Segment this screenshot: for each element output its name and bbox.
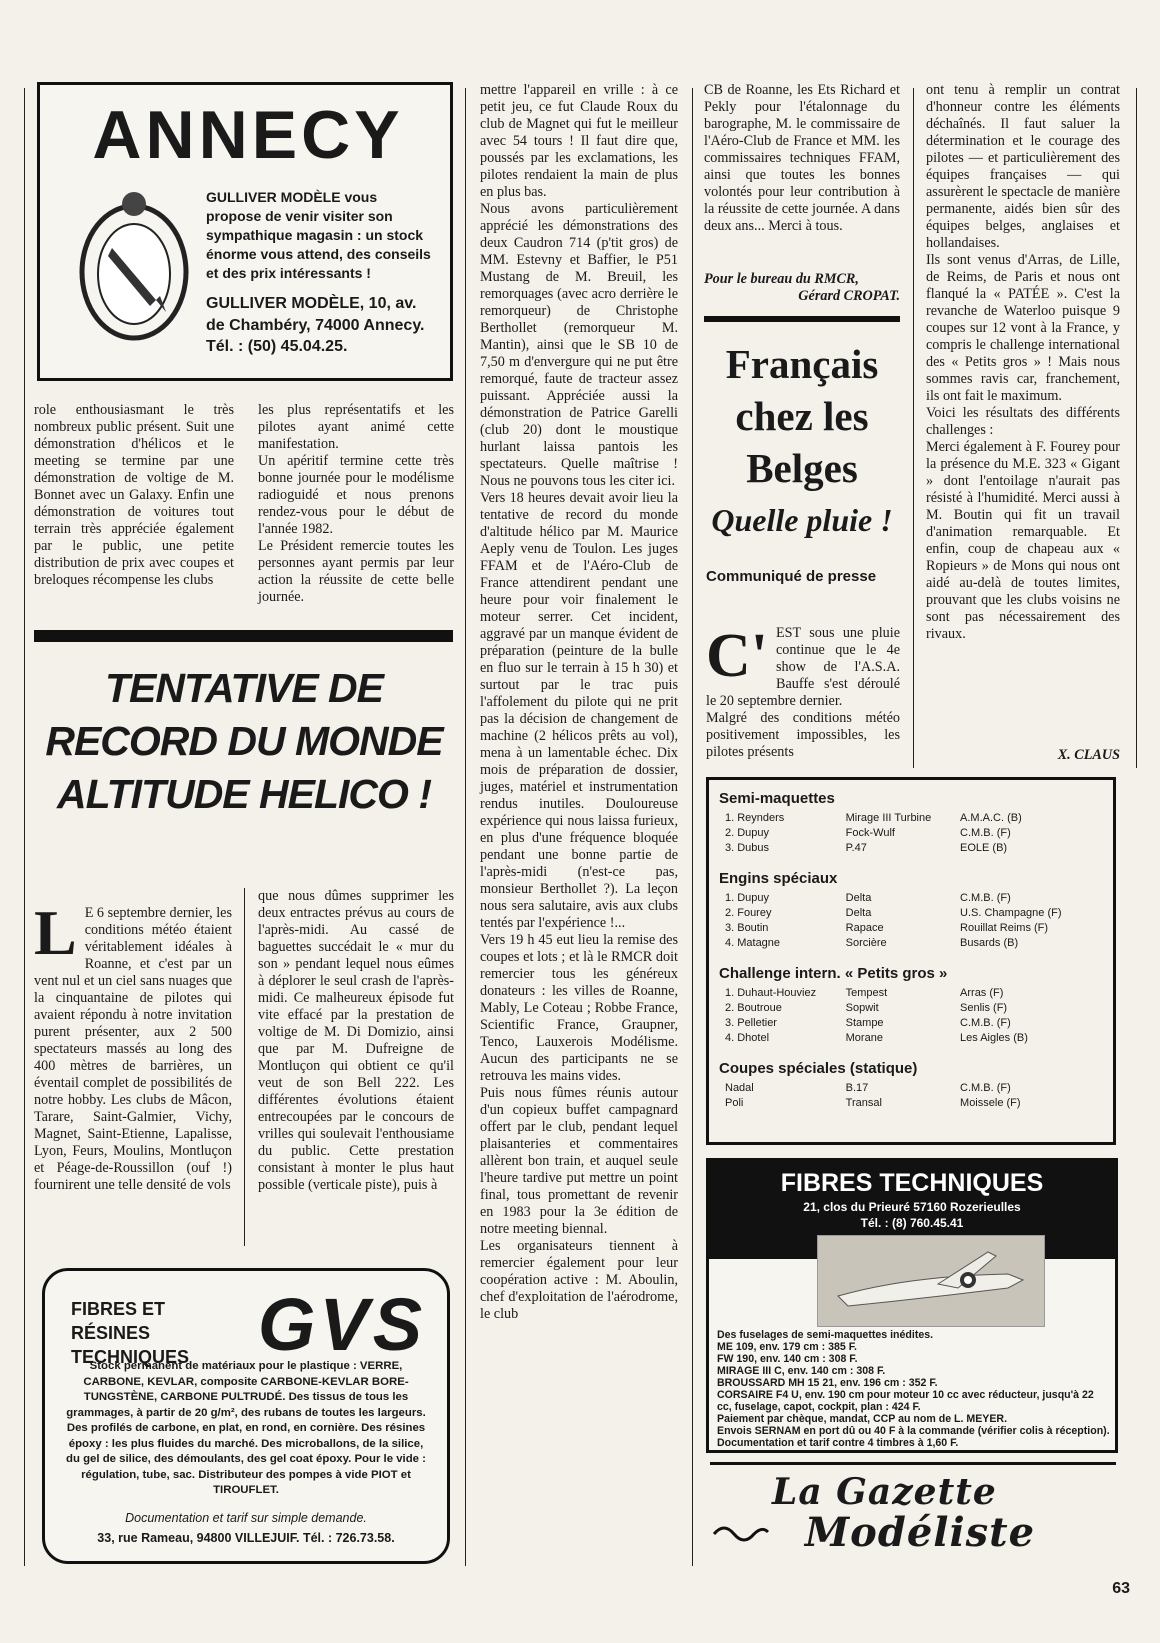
pilot-cell: 4. Matagne: [725, 937, 781, 949]
column-rule: [913, 88, 914, 768]
pilot-cell: 2. Boutroue: [725, 1002, 782, 1014]
fibres-techniques-advertisement[interactable]: [706, 1158, 1118, 1453]
gvs-ad-doc: Documentation et tarif sur simple demande.: [125, 1511, 367, 1525]
results-row: [725, 1001, 1103, 1016]
model-cell: Morane: [845, 1032, 883, 1044]
belges-headline: Français chez les Belges: [725, 341, 879, 491]
club-cell: Rouillat Reims (F): [960, 922, 1049, 934]
annecy-ad-phone: Tél. : (50) 45.04.25.: [206, 338, 348, 355]
article-text-continued: les plus représentatifs et les pilotes ayant animé cette manifestation. Un apéritif termine cette très bonne journée pour le modélisme radioguidé et nous prenons rendez-vous pour le début de l'année 1982. Le Président remercie toutes les personnes ayant permis par leur action la réussite de cette belle journée.: [258, 402, 454, 605]
gvs-ad-body: Stock permanent de matériaux pour le plastique : VERRE, CARBONE, KEVLAR, composite CARBONE-KEVLAR BORE-TUNGSTÈNE, CARBONE PULTRUDÉ. Des tissus de tous les grammages, à partir de 20 g/m², des rubans de toutes les largeurs. Des profilés de carbone, en plat, en rond, en cornière. Des résines époxy : les plus fluides du marché. Des microballons, de la silice, du gel de silice, des démoulants, des gel coat époxy. Pour le vide : régulation, tube, sac. Distributeur des pompes à vide PIOT et TIROUFLET.: [66, 1360, 426, 1496]
model-cell: Stampe: [845, 1017, 884, 1029]
drop-cap: L: [34, 897, 77, 968]
pilot-cell: 1. Dupuy: [725, 892, 770, 904]
results-row: [725, 891, 1103, 906]
results-row: [725, 1081, 1103, 1096]
column-rule: [465, 88, 466, 1566]
model-cell: Mirage III Turbine: [845, 812, 932, 824]
pilot-cell: 1. Duhaut-Houviez: [725, 987, 817, 999]
belges-subtitle: Quelle pluie !: [711, 502, 893, 538]
article-column-1-text: E 6 septembre dernier, les conditions météo étaient véritablement idéales à Roanne, et c'est par un vent nul et un ciel sans nuages que la cinquantaine de pilotes qui avaient répondu à notre invitation purent présenter, aux 2 500 spectateurs massés au long des 400 mètres de barrières, un éventail complet de possibilités de notre hobby. Les clubs de Mâcon, Tarare, Saint-Galmier, Vichy, Magnet, Saint-Etienne, Lapalisse, Lyon, Feurs, Moulins, Montluçon et Péage-de-Roussillon (ouf !) fournirent une telle densité de vols: [34, 905, 232, 1193]
fibres-ad-body: Des fuselages de semi-maquettes inédites. ME 109, env. 179 cm : 385 F. FW 190, env. 140 cm : 308 F. MIRAGE III C, env. 140 cm : 308 F. BROUSSARD MH 15 21, env. 196 cm : 352 F. CORSAIRE F4 U, env. 190 cm pour moteur 10 cc avec réducteur, jusqu'à 22 cc, fuselage, capot, cockpit, plan : 424 F. Paiement par chèque, mandat, CCP au nom de L. MEYER. Envois SERNAM en port dû ou 40 F à la commande (vérifier colis à réception). Documentation et tarif contre 4 timbres à 1,60 F.: [717, 1329, 1110, 1449]
results-section-title: Engins spéciaux: [719, 870, 838, 887]
gvs-logo: GVS: [257, 1283, 427, 1366]
model-cell: Rapace: [845, 922, 884, 934]
results-row: [725, 811, 1103, 826]
page-number: 63: [1112, 1580, 1130, 1597]
page-left-rule: [24, 88, 25, 1566]
pilot-cell: 2. Dupuy: [725, 827, 770, 839]
club-cell: C.M.B. (F): [960, 827, 1011, 839]
pilot-cell: 2. Fourey: [725, 907, 772, 919]
model-cell: Tempest: [845, 987, 888, 999]
section-divider-bar: [704, 316, 900, 322]
article-column-5: ont tenu à remplir un contrat d'honneur contre les éléments déchaînés. Il faut saluer la détermination et le courage des pilotes — et particulièrement des équipes françaises — qui assurèrent le spectacle de manière permanente, aidés bien sûr des équipes belges, anglaises et hollandaises. Ils sont venus d'Arras, de Lille, de Reims, de Paris et nous ont flanqué la « PATÉE ». C'est la revanche de Waterloo puisque 9 coupes sur 12 vont à la France, y compris le challenge international des « Petits gros » ! Mais nous sommes ravis car, franchement, ils ont fait le maximum. Voici les résultats des différents challenges : Merci également à F. Fourey pour la présence du M.E. 323 « Gigant » dont l'entoilage n'aurait pas résisté à l'humidité. Merci aussi à M. Boutin qui fit un travail d'animation remarquable. Et enfin, coup de chapeau aux « Ropieurs » de Mons qui nous ont aidé au-delà de toutes limites, prouvant que les clubs voisins ne sont pas nécessairement des rivaux.: [926, 82, 1120, 642]
gvs-ad-address: 33, rue Rameau, 94800 VILLEJUIF. Tél. : 726.73.58.: [97, 1531, 395, 1545]
results-row: [725, 826, 1103, 841]
airplane-fuselage-photo: [817, 1235, 1045, 1327]
column-rule: [244, 888, 245, 1246]
results-section-title: Challenge intern. « Petits gros »: [719, 965, 948, 982]
section-divider-bar: [710, 1462, 1116, 1465]
section-divider-bar: [34, 630, 453, 642]
logo-swirl-icon: [710, 1518, 770, 1548]
signature-line-1: Pour le bureau du RMCR,: [704, 271, 859, 287]
results-row: [725, 921, 1103, 936]
pilot-cell: 3. Boutin: [725, 922, 769, 934]
club-cell: Les Aigles (B): [960, 1032, 1028, 1044]
club-cell: Moissele (F): [960, 1097, 1021, 1109]
annecy-ad-address: GULLIVER MODÈLE, 10, av. de Chambéry, 74000 Annecy.: [206, 295, 425, 334]
club-cell: Busards (B): [960, 937, 1019, 949]
drop-cap: C': [706, 622, 768, 690]
results-row: [725, 906, 1103, 921]
club-cell: EOLE (B): [960, 842, 1008, 854]
article-column-1: [34, 888, 232, 1194]
gazette-logo-line-2: Modéliste: [804, 1509, 1036, 1556]
article-text-continued: role enthousiasmant le très nombreux public présent. Suit une démonstration d'hélicos et le meeting se termine par une démonstration de voltige de M. Bonnet avec un Galaxy. Enfin une démonstration de voitures tout terrain très appréciée également par le public, une petite distribution de prix avec coupes et breloques récompense les clubs: [34, 402, 234, 588]
results-row: [725, 1096, 1103, 1111]
fibres-ad-address: 21, clos du Prieuré 57160 Rozerieulles: [803, 1200, 1021, 1214]
column-rule: [692, 88, 693, 1566]
belges-article-text: [706, 608, 900, 761]
pilot-cell: Nadal: [725, 1082, 754, 1094]
club-cell: C.M.B. (F): [960, 1082, 1011, 1094]
pilot-cell: 3. Dubus: [725, 842, 770, 854]
annecy-advertisement[interactable]: [37, 82, 453, 381]
coat-of-arms-icon: [72, 188, 196, 348]
gazette-logo-line-1: La Gazette: [772, 1471, 997, 1513]
results-row: [725, 1016, 1103, 1031]
club-cell: Senlis (F): [960, 1002, 1008, 1014]
results-section-title: Semi-maquettes: [719, 790, 835, 807]
model-cell: Fock-Wulf: [845, 827, 895, 839]
fibres-ad-title: FIBRES TECHNIQUES: [780, 1169, 1044, 1197]
model-cell: Delta: [845, 907, 872, 919]
pilot-cell: 4. Dhotel: [725, 1032, 770, 1044]
model-cell: Transal: [845, 1097, 882, 1109]
article-signature: X. CLAUS: [1057, 747, 1120, 763]
annecy-ad-text: GULLIVER MODÈLE vous propose de venir visiter son sympathique magasin : un stock énorme vous attend, des conseils et des prix intéressants !: [206, 189, 431, 281]
article-headline: TENTATIVE DE RECORD DU MONDE ALTITUDE HELICO !: [45, 665, 443, 817]
club-cell: A.M.A.C. (B): [960, 812, 1022, 824]
fibres-ad-phone: Tél. : (8) 760.45.41: [860, 1216, 964, 1230]
club-cell: Arras (F): [960, 987, 1004, 999]
results-row: [725, 1031, 1103, 1046]
press-release-label: Communiqué de presse: [706, 568, 877, 585]
results-row: [725, 936, 1103, 951]
belges-article-text-body: EST sous une pluie continue que le 4e show de l'A.S.A. Bauffe s'est déroulé le 20 septembre dernier. Malgré des conditions météo positivement impossibles, les pilotes présents: [706, 625, 900, 760]
results-row: [725, 841, 1103, 856]
pilot-cell: 1. Reynders: [725, 812, 785, 824]
model-cell: Delta: [845, 892, 872, 904]
club-cell: U.S. Champagne (F): [960, 907, 1062, 919]
model-cell: Sorcière: [845, 937, 887, 949]
annecy-ad-title: ANNECY: [92, 97, 404, 173]
results-section-title: Coupes spéciales (statique): [719, 1060, 918, 1077]
article-column-3: mettre l'appareil en vrille : à ce petit jeu, ce fut Claude Roux du club de Magnet qui fut le meilleur avec 54 tours ! Il faut dire que, poussés par les exclamations, les pilotes rendaient la main de plus en plus bas. Nous avons particulièrement apprécié les démonstrations des deux Caudron 714 (p'tit gros) de MM. Estevny et Baffier, le P51 Mustang de M. Breuil, les remorquages (avec acro derrière le remorqueur) de Christophe Berthollet (remorqueur M. Mantin), ainsi que le SB 10 de 7,50 m d'envergure qui ne put être remorqué, faute de tracteur assez puissant. Appréciée aussi la démonstration de Patrice Garelli (club 20) dont le moustique hurlant laissa pantois les spectateurs. Quelle maîtrise ! Nous ne pouvons tous les citer ici. Vers 18 heures devait avoir lieu la tentative de record du monde d'altitude hélico par M. Maurice Aeply venu de Toulon. Les juges FFAM et de l'Aéro-Club de France attendirent pendant une heure pour voir finalement le moteur serrer. Cet incident, aggravé par un manque évident de préparation (peinture de la bulle en fluo sur le terrain à 15 h 30) et surtout par le trac puis l'affolement du pilote qui ne prit pas la décision de changement de machine (2 hélicos prêts au vol), mena à un lamentable échec. Dix mois de préparation de dossier, juges, matériel et instrumentation rendus inutiles. Douloureuse expérience qui nous laissa furieux, en plus d'une fréquence bloquée pendant une bonne partie de l'après-midi (n'est-ce pas, monsieur Berthollet ?). La leçon nous sera salutaire, avis aux clubs tentés par l'expérience !... Vers 19 h 45 eut lieu la remise des coupes et lots ; et là le RMCR doit remercier tous les généreux donateurs : les villes de Roanne, Mably, Le Coteau ; Robbe France, Scientific France, Graupner, Tenco, Lauxerois Modélisme. Aucun des participants ne se retrouva les mains vides. Puis nous fûmes réunis autour d'un copieux buffet campagnard offert par le club, pendant lequel plaisanteries et commentaires allèrent bon train, et auquel seule l'heure tardive put mettre un point final, tous promettant de revenir en 1983 pour la 3e édition de notre meeting biennal. Les organisateurs tiennent à remercier également pour leur coopération active : M. Aboulin, chef d'exploitation de l'aérodrome, le club: [480, 82, 678, 1322]
gvs-advertisement[interactable]: [42, 1268, 450, 1564]
gvs-ad-title: FIBRES ET RÉSINES TECHNIQUES: [71, 1299, 190, 1367]
model-cell: Sopwit: [845, 1002, 879, 1014]
results-table: [706, 777, 1116, 1145]
article-column-2: que nous dûmes supprimer les deux entractes prévus au cours de l'après-midi. Au cassé de baguettes succédait le « mur du son » pendant lequel nous eûmes à déplorer le seul crash de l'après-midi. Ce malheureux épisode fut vite effacé par la prestation de voltige de M. Di Domizio, ainsi que par M. Dufreigne de Montluçon qui obtient ce qu'il veut de son Bell 222. Les différentes évolutions étaient entrecoupées par le concours de vrilles qui soulevait l'enthousiame du public. Cette prestation consistant à monter le plus haut possible (verticale piste), puis à: [258, 888, 454, 1193]
gazette-modeliste-logo: [706, 1470, 1118, 1560]
club-cell: C.M.B. (F): [960, 892, 1011, 904]
page-right-rule: [1136, 88, 1137, 768]
model-cell: B.17: [845, 1082, 869, 1094]
pilot-cell: Poli: [725, 1097, 744, 1109]
signature-line-2: Gérard CROPAT.: [798, 288, 900, 304]
article-column-4: CB de Roanne, les Ets Richard et Pekly pour l'étalonnage du barographe, M. le commissaire de l'Aéro-Club de France et MM. les commissaires techniques FFAM, ainsi que toutes les bonnes volontés pour leur contribution à la réussite de cette journée. A dans deux ans... Merci à tous.: [704, 82, 900, 234]
pilot-cell: 3. Pelletier: [725, 1017, 777, 1029]
club-cell: C.M.B. (F): [960, 1017, 1011, 1029]
model-cell: P.47: [845, 842, 867, 854]
article-signature: [704, 271, 900, 305]
results-row: [725, 986, 1103, 1001]
